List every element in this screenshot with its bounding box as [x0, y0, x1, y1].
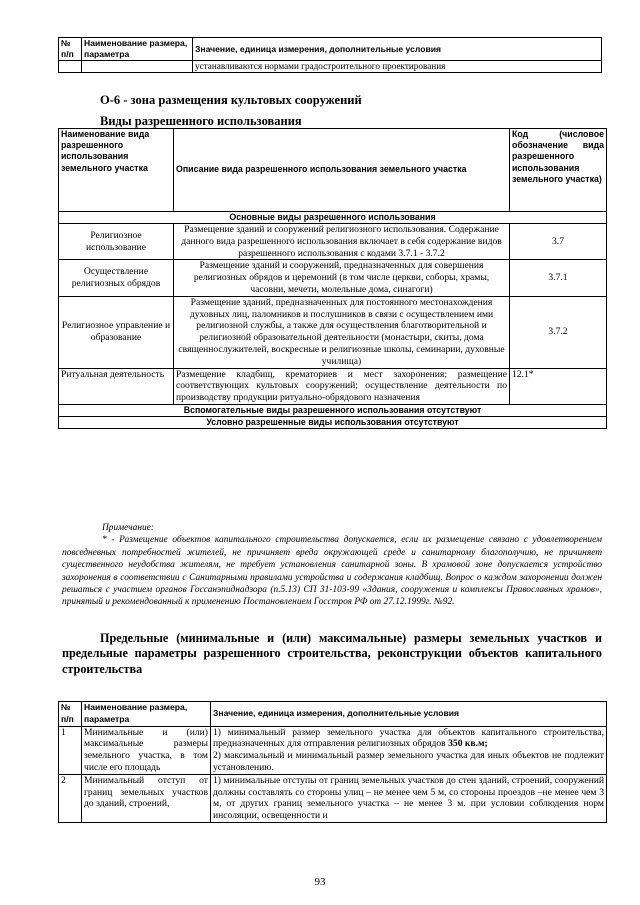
use-description: Размещение зданий и сооружений религиозного использования. Содержание данного вида разрешенного использования включает в себя содержание видов разрешенного использования с кодами 3.7.1 - 3.7.2 — [174, 224, 510, 260]
limits-title: Предельные (минимальные и (или) максимальные) размеры земельных участков и предельные параметры разрешенного строительства, реконструкции объектов капитального строительства — [62, 631, 602, 676]
col-value-header: Значение, единица измерения, дополнительные условия — [193, 38, 602, 61]
col-use-code-header: Код (числовое обозначение вида разрешенного использования земельного участка) — [510, 129, 607, 212]
auxiliary-uses-section: Вспомогательные виды разрешенного использования отсутствуют — [59, 404, 607, 416]
col-value-header: Значение, единица измерения, дополнительные условия — [211, 702, 607, 727]
use-description: Размещение кладбищ, крематориев и мест захоронения; размещение соответствующих культовых сооружений; осуществление деятельности по производству продукции ритуально-обрядового назначения — [174, 368, 510, 404]
limits-table — [58, 701, 607, 823]
use-description: Размещение зданий и сооружений, предназначенных для совершения религиозных обрядов и церемоний (в том числе церкви, соборы, храмы, часовни, мечети, молельные дома, синагоги) — [174, 260, 510, 296]
parameter-value: 1) минимальный размер земельного участка для объектов капитального строительства, предназначенных для отправления религиозных обрядов 350 кв.м; 2) максимальный и минимальный размер земельного участка для иных объектов не подлежит установлению. — [211, 726, 607, 774]
table-row — [59, 368, 607, 404]
row-number: 1 — [59, 726, 82, 774]
col-name-header: Наименование размера, параметра — [82, 702, 211, 727]
use-code: 3.7 — [510, 224, 607, 260]
conditional-uses-section: Условно разрешенные виды использования отсутствуют — [59, 416, 607, 428]
table-cell: устанавливаются нормами градостроительного проектирования — [193, 61, 602, 73]
continued-parameters-table — [58, 37, 602, 73]
use-name: Осуществление религиозных обрядов — [59, 260, 174, 296]
note-text: * - Размещение объектов капитального строительства допускается, если их размещение связано с удовлетворением повседневных потребностей жителей, не причиняет вреда окружающей среде и санитарному благополучию, не причиняет существенного неудобства жителям, не требует установления санитарной зоны. В храмовой зоне допускается устройство захоронения в соответствии с Санитарными правилами устройства и содержания кладбищ. Вопрос о каждом захоронении должен решаться с участием органов Госсанэпиднадзора (п.5.13) СП 31-103-99 «Здания, сооружения и комплексы Православных храмов», принятый и рекомендованный к применению Постановлением Госстроя РФ от 27.12.1999г. №92. — [62, 535, 602, 608]
note-label: Примечание: — [102, 523, 154, 533]
table-row — [59, 224, 607, 260]
col-number-header: № п/п — [59, 702, 82, 727]
use-code: 3.7.2 — [510, 296, 607, 368]
page-number: 93 — [314, 876, 326, 888]
table-row — [59, 296, 607, 368]
use-code: 12.1* — [510, 368, 607, 404]
use-name: Религиозное управление и образование — [59, 296, 174, 368]
table-row — [59, 774, 607, 822]
table-row — [59, 726, 607, 774]
main-uses-section: Основные виды разрешенного использования — [59, 212, 607, 224]
parameter-name: Минимальный отступ от границ земельных участков до зданий, строений, — [82, 774, 211, 822]
use-description: Размещение зданий, предназначенных для постоянного местонахождения духовных лиц, паломников и послушников в связи с осуществлением ими религиозной службы, а также для осуществления благотворительной и религиозной образовательной деятельности (монастыри, скиты, дома священнослужителей, воскресные и религиозные школы, семинарии, духовные училища) — [174, 296, 510, 368]
row-number: 2 — [59, 774, 82, 822]
uses-title: Виды разрешенного использования — [100, 114, 302, 128]
area-value: 350 кв.м; — [448, 738, 488, 750]
zone-title: О-6 - зона размещения культовых сооружений — [100, 93, 362, 107]
permitted-uses-table — [58, 128, 607, 429]
parameter-name: Минимальные и (или) максимальные размеры земельного участка, в том числе его площадь — [82, 726, 211, 774]
use-name: Ритуальная деятельность — [59, 368, 174, 404]
col-use-desc-header: Описание вида разрешенного использования земельного участка — [174, 129, 510, 212]
col-use-name-header: Наименование вида разрешенного использования земельного участка — [59, 129, 174, 212]
col-number-header: № п/п — [59, 38, 82, 61]
footnote — [62, 522, 602, 609]
use-name: Религиозное использование — [59, 224, 174, 260]
col-name-header: Наименование размера, параметра — [82, 38, 193, 61]
use-code: 3.7.1 — [510, 260, 607, 296]
parameter-value: 1) минимальные отступы от границ земельных участков до стен зданий, строений, сооружений должны составлять со стороны улиц – не менее чем 5 м, со стороны проездов –не менее чем 3 м, от других границ земельного участка – не менее 3 м. при условии соблюдения норм инсоляции, освещенности и — [211, 774, 607, 822]
table-row — [59, 260, 607, 296]
